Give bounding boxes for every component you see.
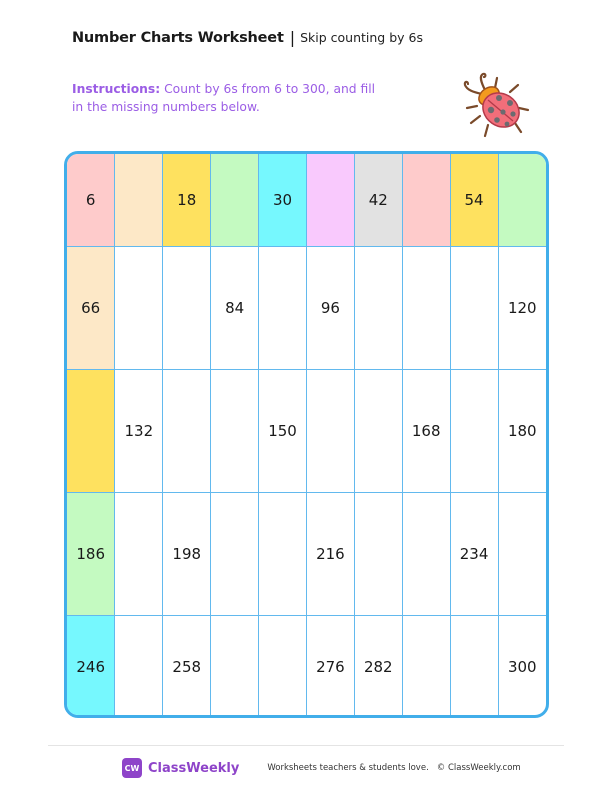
number-cell: 30 bbox=[259, 154, 307, 246]
blank-number-cell[interactable] bbox=[402, 154, 450, 246]
blank-number-cell[interactable] bbox=[211, 369, 259, 492]
grid-row bbox=[67, 154, 546, 246]
blank-number-cell[interactable] bbox=[163, 246, 211, 369]
number-cell: 234 bbox=[450, 492, 498, 615]
worksheet-subtitle: Skip counting by 6s bbox=[300, 30, 423, 45]
grid-row bbox=[67, 615, 546, 718]
grid-row bbox=[67, 246, 546, 369]
number-cell: 120 bbox=[498, 246, 546, 369]
number-chart bbox=[64, 151, 549, 718]
blank-number-cell[interactable] bbox=[498, 154, 546, 246]
title-separator: | bbox=[289, 28, 296, 47]
number-cell: 186 bbox=[67, 492, 115, 615]
blank-number-cell[interactable] bbox=[259, 492, 307, 615]
number-cell: 6 bbox=[67, 154, 115, 246]
blank-number-cell[interactable] bbox=[115, 246, 163, 369]
footer bbox=[122, 758, 521, 778]
blank-number-cell[interactable] bbox=[211, 154, 259, 246]
footer-tagline: Worksheets teachers & students love. bbox=[267, 763, 429, 773]
blank-number-cell[interactable] bbox=[259, 246, 307, 369]
grid-row bbox=[67, 369, 546, 492]
blank-number-cell[interactable] bbox=[115, 615, 163, 718]
number-cell: 150 bbox=[259, 369, 307, 492]
blank-number-cell[interactable] bbox=[450, 615, 498, 718]
blank-number-cell[interactable] bbox=[115, 154, 163, 246]
classweekly-logo: CW bbox=[122, 758, 142, 778]
number-cell: 54 bbox=[450, 154, 498, 246]
instructions-text: Count by 6s from 6 to 300, and fill in the missing numbers below. bbox=[72, 82, 376, 114]
blank-number-cell[interactable] bbox=[306, 154, 354, 246]
number-cell: 66 bbox=[67, 246, 115, 369]
footer-divider bbox=[48, 745, 564, 746]
blank-number-cell[interactable] bbox=[450, 246, 498, 369]
blank-number-cell[interactable] bbox=[163, 369, 211, 492]
blank-number-cell[interactable] bbox=[498, 492, 546, 615]
brand-name: ClassWeekly bbox=[148, 760, 240, 776]
blank-number-cell[interactable] bbox=[115, 492, 163, 615]
number-cell: 180 bbox=[498, 369, 546, 492]
number-cell: 84 bbox=[211, 246, 259, 369]
number-cell: 300 bbox=[498, 615, 546, 718]
number-cell: 246 bbox=[67, 615, 115, 718]
blank-number-cell[interactable] bbox=[67, 369, 115, 492]
blank-number-cell[interactable] bbox=[354, 246, 402, 369]
number-cell: 258 bbox=[163, 615, 211, 718]
number-grid bbox=[67, 154, 546, 718]
number-cell: 216 bbox=[306, 492, 354, 615]
blank-number-cell[interactable] bbox=[402, 615, 450, 718]
blank-number-cell[interactable] bbox=[211, 492, 259, 615]
instructions bbox=[72, 80, 382, 116]
blank-number-cell[interactable] bbox=[450, 369, 498, 492]
blank-number-cell[interactable] bbox=[259, 615, 307, 718]
number-cell: 96 bbox=[306, 246, 354, 369]
worksheet-title: Number Charts Worksheet bbox=[72, 29, 284, 46]
blank-number-cell[interactable] bbox=[211, 615, 259, 718]
blank-number-cell[interactable] bbox=[354, 369, 402, 492]
number-cell: 132 bbox=[115, 369, 163, 492]
number-cell: 282 bbox=[354, 615, 402, 718]
ladybug-icon bbox=[455, 68, 535, 148]
number-cell: 198 bbox=[163, 492, 211, 615]
instructions-label: Instructions: bbox=[72, 82, 161, 96]
footer-copyright: © ClassWeekly.com bbox=[436, 763, 521, 773]
number-cell: 168 bbox=[402, 369, 450, 492]
grid-row bbox=[67, 492, 546, 615]
blank-number-cell[interactable] bbox=[354, 492, 402, 615]
number-cell: 18 bbox=[163, 154, 211, 246]
blank-number-cell[interactable] bbox=[402, 246, 450, 369]
blank-number-cell[interactable] bbox=[306, 369, 354, 492]
blank-number-cell[interactable] bbox=[402, 492, 450, 615]
number-cell: 42 bbox=[354, 154, 402, 246]
number-cell: 276 bbox=[306, 615, 354, 718]
worksheet-header bbox=[72, 28, 423, 47]
